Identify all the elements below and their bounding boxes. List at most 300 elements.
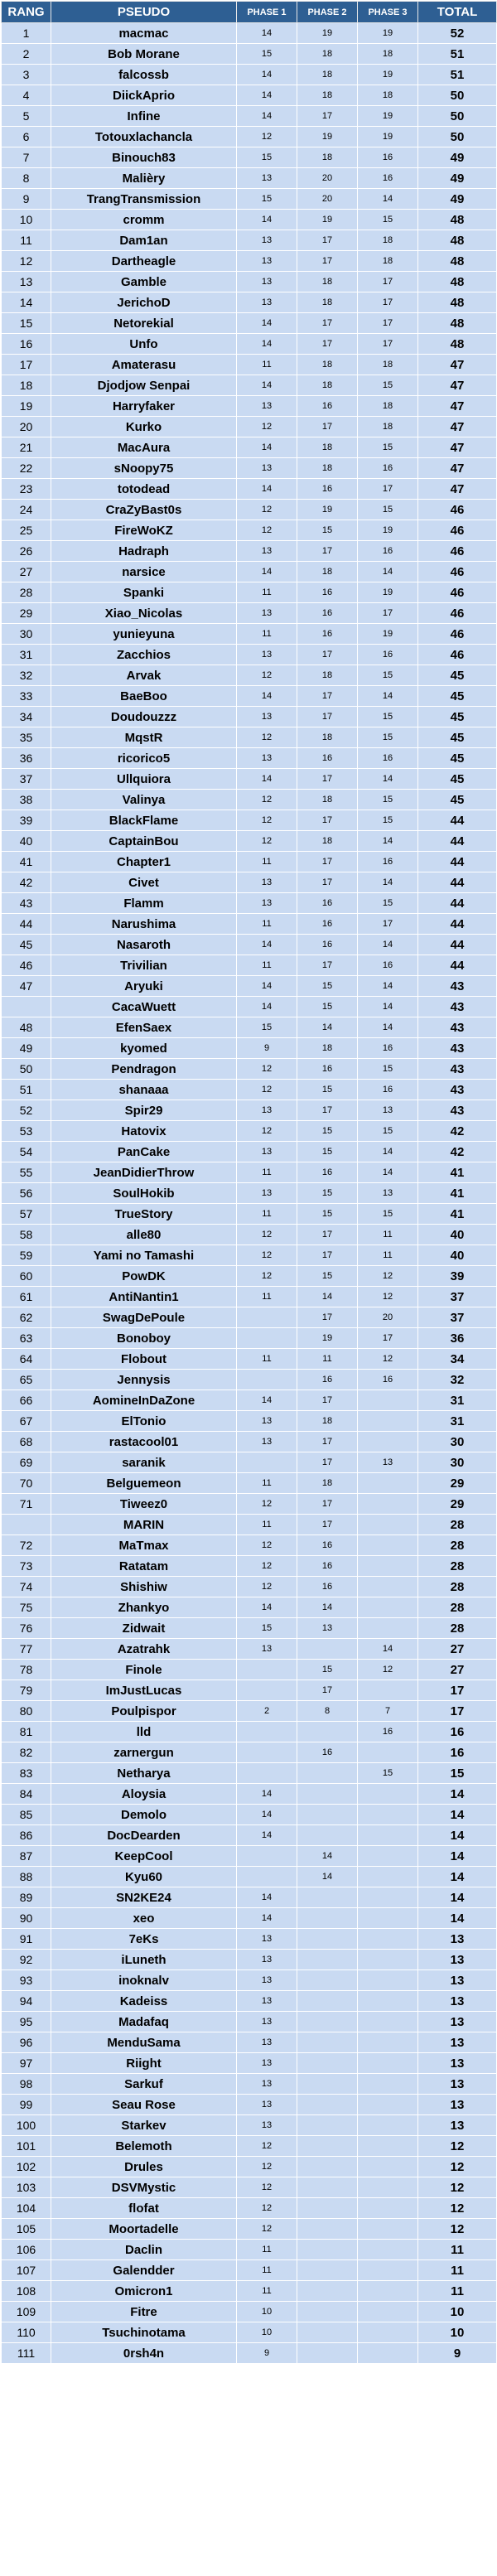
rank-cell: 31 <box>2 645 51 665</box>
total-cell: 50 <box>418 106 497 127</box>
table-row <box>2 65 497 85</box>
phase-2-cell: 15 <box>297 1142 358 1162</box>
pseudo-cell: Civet <box>51 872 237 893</box>
pseudo-cell: zarnergun <box>51 1742 237 1763</box>
total-cell: 48 <box>418 210 497 230</box>
pseudo-cell: BaeBoo <box>51 686 237 707</box>
pseudo-cell: sNoopy75 <box>51 458 237 479</box>
total-cell: 36 <box>418 1328 497 1349</box>
phase-1-cell: 14 <box>237 210 297 230</box>
phase-3-cell: 14 <box>358 562 418 582</box>
phase-2-cell <box>297 2240 358 2260</box>
table-row <box>2 1680 497 1701</box>
phase-1-cell <box>237 1742 297 1763</box>
phase-3-cell <box>358 1597 418 1618</box>
phase-3-cell <box>358 2302 418 2322</box>
phase-2-cell: 16 <box>297 479 358 500</box>
phase-3-cell <box>358 2322 418 2343</box>
pseudo-cell: Flobout <box>51 1349 237 1370</box>
phase-2-cell: 16 <box>297 1162 358 1183</box>
table-row <box>2 1950 497 1970</box>
phase-3-cell: 16 <box>358 458 418 479</box>
phase-3-cell: 14 <box>358 872 418 893</box>
phase-3-cell <box>358 1535 418 1556</box>
table-row <box>2 1515 497 1535</box>
table-row <box>2 1494 497 1515</box>
table-row <box>2 976 497 997</box>
pseudo-cell: macmac <box>51 23 237 44</box>
phase-1-cell <box>237 1722 297 1742</box>
table-row <box>2 500 497 520</box>
phase-3-cell <box>358 2260 418 2281</box>
phase-3-cell <box>358 2012 418 2032</box>
phase-2-cell: 18 <box>297 292 358 313</box>
phase-1-cell: 13 <box>237 1950 297 1970</box>
table-row <box>2 2302 497 2322</box>
rank-cell: 29 <box>2 603 51 624</box>
phase-3-cell: 15 <box>358 500 418 520</box>
total-cell: 51 <box>418 65 497 85</box>
total-cell: 44 <box>418 872 497 893</box>
phase-2-cell: 18 <box>297 1473 358 1494</box>
phase-3-cell: 12 <box>358 1287 418 1307</box>
phase-2-cell: 17 <box>297 852 358 872</box>
phase-1-cell: 13 <box>237 645 297 665</box>
table-row <box>2 1660 497 1680</box>
table-row <box>2 893 497 914</box>
total-cell: 47 <box>418 355 497 375</box>
table-row <box>2 1328 497 1349</box>
rank-cell: 106 <box>2 2240 51 2260</box>
rank-cell: 9 <box>2 189 51 210</box>
pseudo-cell: Demolo <box>51 1805 237 1825</box>
pseudo-cell: Jennysis <box>51 1370 237 1390</box>
table-row <box>2 1390 497 1411</box>
phase-2-cell: 17 <box>297 230 358 251</box>
phase-3-cell: 14 <box>358 935 418 955</box>
pseudo-cell: Hadraph <box>51 541 237 562</box>
total-cell: 13 <box>418 2074 497 2095</box>
rank-cell: 77 <box>2 1639 51 1660</box>
pseudo-cell: shanaaa <box>51 1080 237 1100</box>
phase-2-cell <box>297 1970 358 1991</box>
phase-3-cell: 17 <box>358 479 418 500</box>
phase-3-cell <box>358 1556 418 1577</box>
phase-3-cell: 16 <box>358 955 418 976</box>
table-row <box>2 44 497 65</box>
table-row <box>2 1473 497 1494</box>
total-cell: 45 <box>418 686 497 707</box>
rank-cell: 63 <box>2 1328 51 1349</box>
phase-2-cell <box>297 2095 358 2115</box>
total-cell: 47 <box>418 396 497 417</box>
total-cell: 15 <box>418 1763 497 1784</box>
phase-1-cell: 15 <box>237 1618 297 1639</box>
pseudo-cell: SoulHokib <box>51 1183 237 1204</box>
table-row <box>2 1867 497 1887</box>
total-cell: 43 <box>418 1017 497 1038</box>
phase-2-cell: 17 <box>297 1515 358 1535</box>
pseudo-cell: Amaterasu <box>51 355 237 375</box>
rank-cell: 62 <box>2 1307 51 1328</box>
rank-cell: 20 <box>2 417 51 437</box>
phase-2-cell: 18 <box>297 831 358 852</box>
table-row <box>2 334 497 355</box>
phase-1-cell: 11 <box>237 2281 297 2302</box>
phase-1-cell: 12 <box>237 500 297 520</box>
rank-cell: 35 <box>2 727 51 748</box>
rank-cell: 105 <box>2 2219 51 2240</box>
rank-cell: 40 <box>2 831 51 852</box>
pseudo-cell: Valinya <box>51 790 237 810</box>
phase-3-cell: 15 <box>358 1059 418 1080</box>
pseudo-cell: saranik <box>51 1452 237 1473</box>
phase-2-cell: 17 <box>297 955 358 976</box>
total-cell: 48 <box>418 272 497 292</box>
total-cell: 51 <box>418 44 497 65</box>
phase-2-cell <box>297 2074 358 2095</box>
phase-3-cell: 19 <box>358 106 418 127</box>
phase-2-cell <box>297 2343 358 2364</box>
rank-cell: 58 <box>2 1225 51 1245</box>
rank-cell: 43 <box>2 893 51 914</box>
phase-2-cell <box>297 1929 358 1950</box>
total-cell: 43 <box>418 1059 497 1080</box>
rank-cell: 22 <box>2 458 51 479</box>
table-row <box>2 852 497 872</box>
table-row <box>2 168 497 189</box>
phase-2-cell: 15 <box>297 520 358 541</box>
table-row <box>2 2136 497 2157</box>
phase-2-cell: 17 <box>297 769 358 790</box>
phase-3-cell <box>358 1742 418 1763</box>
table-row <box>2 1411 497 1432</box>
phase-1-cell <box>237 1452 297 1473</box>
table-row <box>2 686 497 707</box>
phase-1-cell: 13 <box>237 2012 297 2032</box>
pseudo-cell: Azatrahk <box>51 1639 237 1660</box>
phase-3-cell <box>358 1390 418 1411</box>
phase-1-cell: 13 <box>237 603 297 624</box>
pseudo-cell: narsice <box>51 562 237 582</box>
total-cell: 44 <box>418 955 497 976</box>
pseudo-cell: TrueStory <box>51 1204 237 1225</box>
phase-1-cell: 14 <box>237 23 297 44</box>
phase-3-cell: 14 <box>358 1162 418 1183</box>
pseudo-cell: flofat <box>51 2198 237 2219</box>
pseudo-cell: DSVMystic <box>51 2177 237 2198</box>
header-phase-2: PHASE 2 <box>297 2 358 23</box>
total-cell: 47 <box>418 479 497 500</box>
pseudo-cell: MenduSama <box>51 2032 237 2053</box>
pseudo-cell: Unfo <box>51 334 237 355</box>
table-row <box>2 2032 497 2053</box>
rank-cell: 78 <box>2 1660 51 1680</box>
total-cell: 45 <box>418 665 497 686</box>
phase-3-cell: 18 <box>358 44 418 65</box>
phase-2-cell: 14 <box>297 1597 358 1618</box>
phase-3-cell: 14 <box>358 189 418 210</box>
phase-3-cell: 16 <box>358 541 418 562</box>
phase-2-cell: 18 <box>297 1038 358 1059</box>
total-cell: 12 <box>418 2136 497 2157</box>
pseudo-cell: Moortadelle <box>51 2219 237 2240</box>
table-row <box>2 127 497 147</box>
phase-2-cell: 17 <box>297 1452 358 1473</box>
table-row <box>2 106 497 127</box>
total-cell: 31 <box>418 1390 497 1411</box>
rank-cell: 25 <box>2 520 51 541</box>
pseudo-cell: Trivilian <box>51 955 237 976</box>
table-row <box>2 1970 497 1991</box>
rank-cell: 92 <box>2 1950 51 1970</box>
pseudo-cell: Belguemeon <box>51 1473 237 1494</box>
phase-2-cell: 17 <box>297 810 358 831</box>
phase-2-cell: 16 <box>297 582 358 603</box>
phase-1-cell: 11 <box>237 355 297 375</box>
phase-3-cell: 16 <box>358 645 418 665</box>
phase-3-cell <box>358 2177 418 2198</box>
phase-1-cell: 14 <box>237 437 297 458</box>
table-row <box>2 230 497 251</box>
phase-1-cell: 14 <box>237 479 297 500</box>
phase-2-cell: 16 <box>297 1535 358 1556</box>
phase-2-cell: 15 <box>297 1266 358 1287</box>
phase-3-cell <box>358 2343 418 2364</box>
total-cell: 16 <box>418 1742 497 1763</box>
rank-cell: 47 <box>2 976 51 997</box>
table-row <box>2 1805 497 1825</box>
phase-3-cell: 17 <box>358 603 418 624</box>
phase-3-cell <box>358 1970 418 1991</box>
table-row <box>2 2281 497 2302</box>
pseudo-cell: MaTmax <box>51 1535 237 1556</box>
table-row <box>2 665 497 686</box>
table-row <box>2 23 497 44</box>
phase-2-cell: 16 <box>297 624 358 645</box>
table-row <box>2 2095 497 2115</box>
rank-cell: 23 <box>2 479 51 500</box>
rank-cell: 91 <box>2 1929 51 1950</box>
pseudo-cell: SN2KE24 <box>51 1887 237 1908</box>
phase-3-cell: 19 <box>358 23 418 44</box>
phase-1-cell: 13 <box>237 396 297 417</box>
rank-cell: 18 <box>2 375 51 396</box>
table-row <box>2 1991 497 2012</box>
rank-cell: 45 <box>2 935 51 955</box>
phase-3-cell: 17 <box>358 1328 418 1349</box>
pseudo-cell: Hatovix <box>51 1121 237 1142</box>
phase-1-cell: 13 <box>237 1183 297 1204</box>
phase-1-cell: 13 <box>237 2032 297 2053</box>
total-cell: 47 <box>418 458 497 479</box>
pseudo-cell: KeepCool <box>51 1846 237 1867</box>
phase-3-cell <box>358 1825 418 1846</box>
phase-2-cell <box>297 2012 358 2032</box>
phase-1-cell: 12 <box>237 417 297 437</box>
rank-cell: 74 <box>2 1577 51 1597</box>
phase-1-cell: 15 <box>237 44 297 65</box>
pseudo-cell: CacaWuett <box>51 997 237 1017</box>
phase-3-cell: 17 <box>358 313 418 334</box>
rank-cell: 96 <box>2 2032 51 2053</box>
phase-3-cell: 16 <box>358 748 418 769</box>
table-row <box>2 997 497 1017</box>
total-cell: 14 <box>418 1867 497 1887</box>
phase-1-cell: 15 <box>237 189 297 210</box>
rank-cell: 15 <box>2 313 51 334</box>
table-row <box>2 2115 497 2136</box>
phase-1-cell: 13 <box>237 168 297 189</box>
total-cell: 39 <box>418 1266 497 1287</box>
table-row <box>2 1287 497 1307</box>
table-row <box>2 355 497 375</box>
rank-cell: 95 <box>2 2012 51 2032</box>
table-row <box>2 2240 497 2260</box>
phase-2-cell: 18 <box>297 665 358 686</box>
total-cell: 45 <box>418 748 497 769</box>
total-cell: 48 <box>418 334 497 355</box>
table-row <box>2 2322 497 2343</box>
phase-2-cell: 19 <box>297 127 358 147</box>
rank-cell: 82 <box>2 1742 51 1763</box>
table-row <box>2 1432 497 1452</box>
phase-2-cell: 17 <box>297 1432 358 1452</box>
total-cell: 17 <box>418 1701 497 1722</box>
phase-2-cell <box>297 2115 358 2136</box>
phase-2-cell: 19 <box>297 210 358 230</box>
phase-3-cell: 15 <box>358 727 418 748</box>
phase-1-cell: 14 <box>237 65 297 85</box>
pseudo-cell: PanCake <box>51 1142 237 1162</box>
table-row <box>2 1887 497 1908</box>
phase-1-cell: 11 <box>237 1515 297 1535</box>
phase-2-cell <box>297 2177 358 2198</box>
phase-3-cell: 14 <box>358 997 418 1017</box>
pseudo-cell: Belemoth <box>51 2136 237 2157</box>
phase-1-cell: 12 <box>237 1245 297 1266</box>
phase-2-cell: 16 <box>297 603 358 624</box>
rank-cell: 24 <box>2 500 51 520</box>
pseudo-cell: Galendder <box>51 2260 237 2281</box>
phase-2-cell: 14 <box>297 1017 358 1038</box>
pseudo-cell: TrangTransmission <box>51 189 237 210</box>
table-row <box>2 2219 497 2240</box>
phase-3-cell <box>358 2074 418 2095</box>
total-cell: 47 <box>418 417 497 437</box>
rank-cell: 52 <box>2 1100 51 1121</box>
rank-cell: 103 <box>2 2177 51 2198</box>
phase-1-cell: 14 <box>237 1805 297 1825</box>
total-cell: 48 <box>418 230 497 251</box>
phase-1-cell <box>237 1867 297 1887</box>
total-cell: 28 <box>418 1556 497 1577</box>
phase-3-cell <box>358 1908 418 1929</box>
phase-3-cell <box>358 2095 418 2115</box>
rank-cell: 6 <box>2 127 51 147</box>
phase-1-cell: 11 <box>237 1204 297 1225</box>
phase-3-cell: 16 <box>358 1370 418 1390</box>
pseudo-cell: MqstR <box>51 727 237 748</box>
pseudo-cell: Aloysia <box>51 1784 237 1805</box>
phase-1-cell: 12 <box>237 810 297 831</box>
pseudo-cell: Dartheagle <box>51 251 237 272</box>
phase-1-cell: 14 <box>237 1908 297 1929</box>
rank-cell: 73 <box>2 1556 51 1577</box>
table-row <box>2 2343 497 2364</box>
pseudo-cell: EfenSaex <box>51 1017 237 1038</box>
rank-cell: 39 <box>2 810 51 831</box>
rank-cell: 69 <box>2 1452 51 1473</box>
phase-1-cell: 12 <box>237 1556 297 1577</box>
total-cell: 16 <box>418 1722 497 1742</box>
total-cell: 52 <box>418 23 497 44</box>
phase-2-cell <box>297 2281 358 2302</box>
phase-1-cell: 13 <box>237 2074 297 2095</box>
phase-3-cell: 17 <box>358 914 418 935</box>
phase-3-cell: 15 <box>358 665 418 686</box>
pseudo-cell: Kadeiss <box>51 1991 237 2012</box>
pseudo-cell: Totouxlachancla <box>51 127 237 147</box>
phase-1-cell: 11 <box>237 2260 297 2281</box>
phase-1-cell: 12 <box>237 520 297 541</box>
total-cell: 14 <box>418 1846 497 1867</box>
total-cell: 28 <box>418 1515 497 1535</box>
total-cell: 43 <box>418 1038 497 1059</box>
table-row <box>2 810 497 831</box>
rank-cell: 54 <box>2 1142 51 1162</box>
phase-1-cell: 12 <box>237 2177 297 2198</box>
phase-1-cell: 13 <box>237 707 297 727</box>
phase-2-cell <box>297 2136 358 2157</box>
rank-cell: 81 <box>2 1722 51 1742</box>
phase-1-cell <box>237 1307 297 1328</box>
phase-2-cell <box>297 2032 358 2053</box>
pseudo-cell: JerichoD <box>51 292 237 313</box>
pseudo-cell: Ratatam <box>51 1556 237 1577</box>
total-cell: 12 <box>418 2177 497 2198</box>
phase-3-cell <box>358 1577 418 1597</box>
total-cell: 42 <box>418 1142 497 1162</box>
phase-3-cell: 12 <box>358 1660 418 1680</box>
total-cell: 13 <box>418 2095 497 2115</box>
rank-cell: 72 <box>2 1535 51 1556</box>
ranking-table <box>1 1 497 2364</box>
table-row <box>2 624 497 645</box>
phase-2-cell: 18 <box>297 727 358 748</box>
rank-cell: 109 <box>2 2302 51 2322</box>
phase-3-cell: 15 <box>358 1763 418 1784</box>
phase-1-cell: 13 <box>237 292 297 313</box>
pseudo-cell: Djodjow Senpai <box>51 375 237 396</box>
phase-2-cell: 16 <box>297 935 358 955</box>
phase-2-cell: 18 <box>297 44 358 65</box>
rank-cell: 102 <box>2 2157 51 2177</box>
total-cell: 50 <box>418 127 497 147</box>
phase-2-cell: 18 <box>297 1411 358 1432</box>
total-cell: 46 <box>418 520 497 541</box>
total-cell: 29 <box>418 1494 497 1515</box>
phase-1-cell: 2 <box>237 1701 297 1722</box>
pseudo-cell: Chapter1 <box>51 852 237 872</box>
phase-1-cell: 12 <box>237 665 297 686</box>
phase-2-cell <box>297 1763 358 1784</box>
table-row <box>2 1701 497 1722</box>
phase-2-cell <box>297 1825 358 1846</box>
rank-cell: 46 <box>2 955 51 976</box>
table-row <box>2 1038 497 1059</box>
table-row <box>2 189 497 210</box>
